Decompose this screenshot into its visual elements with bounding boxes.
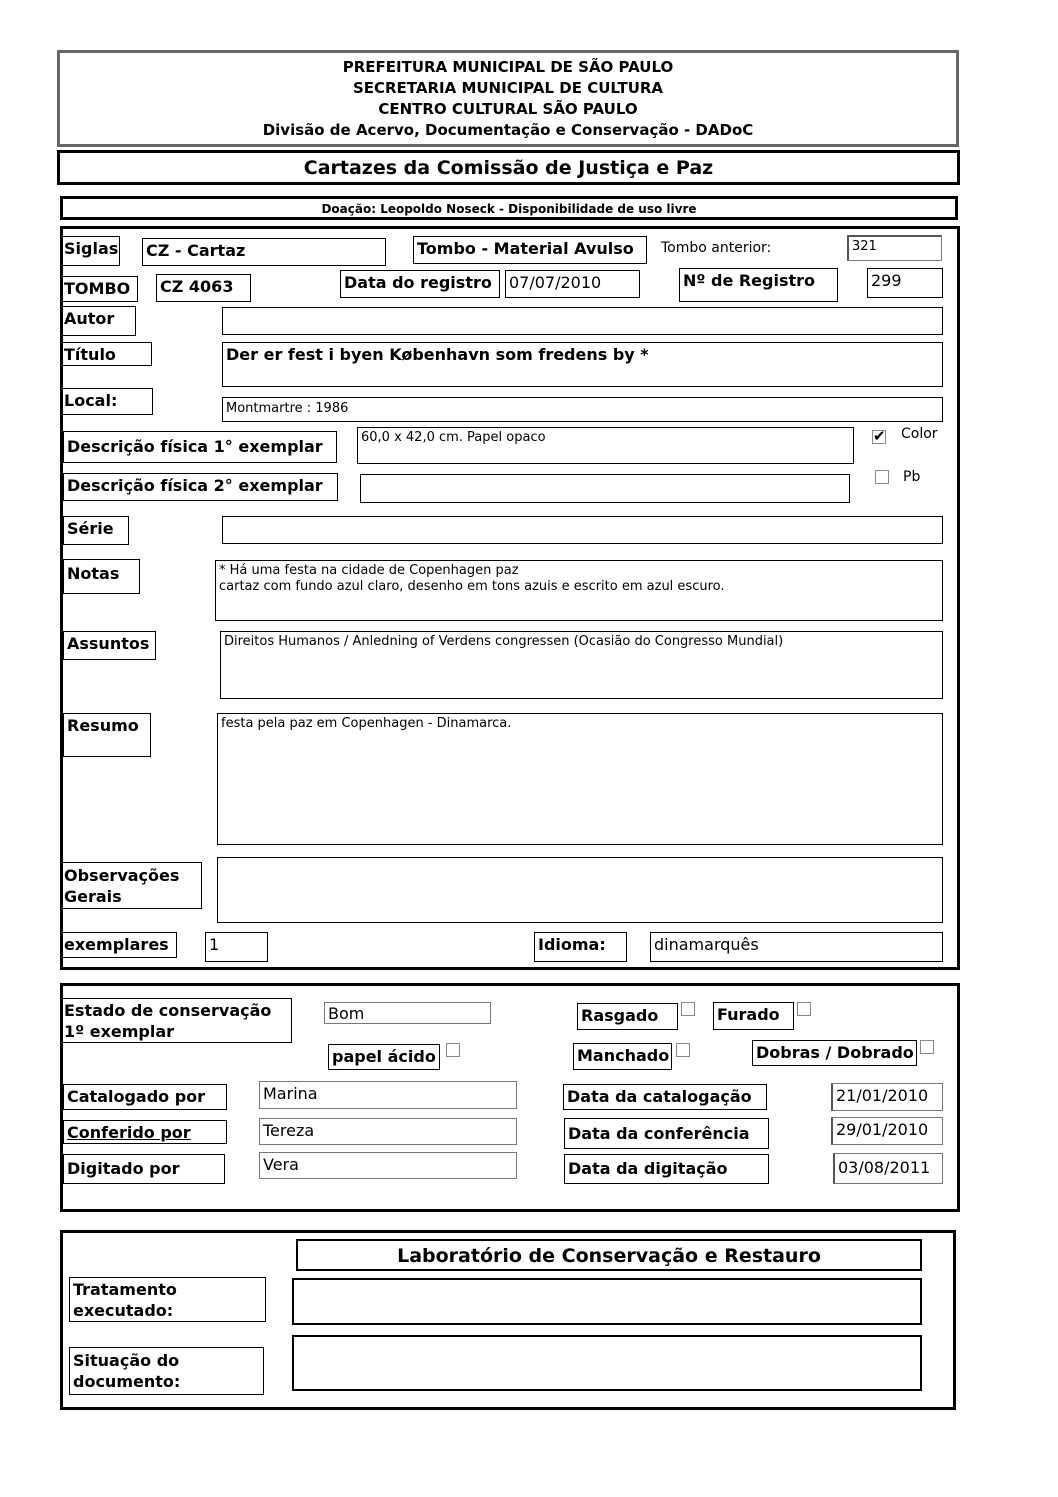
color-checkbox[interactable] <box>872 430 886 444</box>
data-conferencia-label: Data da conferência <box>564 1118 769 1149</box>
catalogado-label: Catalogado por <box>63 1084 227 1110</box>
exemplares-field[interactable]: 1 <box>205 932 268 962</box>
color-label: Color <box>901 426 938 442</box>
header-line-4: Divisão de Acervo, Documentação e Conservação - DADoC <box>262 121 754 139</box>
papel-acido-label: papel ácido <box>328 1044 440 1070</box>
conferido-field[interactable]: Tereza <box>259 1118 517 1145</box>
catalogado-field[interactable]: Marina <box>259 1081 517 1109</box>
dobras-label: Dobras / Dobrado <box>752 1040 917 1066</box>
autor-field[interactable] <box>222 307 943 335</box>
data-catalogacao-field[interactable]: 21/01/2010 <box>831 1083 943 1111</box>
notas-field[interactable] <box>215 560 943 621</box>
tombo-material-label: Tombo - Material Avulso <box>413 236 647 264</box>
tombo-anterior-field[interactable]: 321 <box>847 235 942 261</box>
pb-label: Pb <box>903 469 921 485</box>
manchado-label: Manchado <box>573 1043 672 1070</box>
institution-header <box>57 50 959 147</box>
situacao-label: Situação do documento: <box>69 1347 264 1395</box>
obs-label: Observações Gerais <box>60 862 202 909</box>
local-label: Local: <box>60 388 153 415</box>
tombo-field[interactable]: CZ 4063 <box>156 274 251 302</box>
titulo-field[interactable]: Der er fest i byen København som fredens by * <box>222 342 943 387</box>
collection-title: Cartazes da Comissão de Justiça e Paz <box>303 157 714 179</box>
data-digitacao-label: Data da digitação <box>564 1154 769 1184</box>
data-catalogacao-label: Data da catalogação <box>563 1084 767 1110</box>
exemplares-label: exemplares <box>60 932 177 958</box>
collection-title-box <box>57 150 960 185</box>
data-registro-field[interactable]: 07/07/2010 <box>505 270 640 298</box>
tratamento-field[interactable] <box>292 1278 922 1325</box>
num-registro-field[interactable]: 299 <box>867 268 943 298</box>
furado-checkbox[interactable] <box>797 1002 811 1016</box>
lab-title: Laboratório de Conservação e Restauro <box>397 1245 821 1267</box>
header-line-2: SECRETARIA MUNICIPAL DE CULTURA <box>352 79 664 97</box>
donation-box <box>60 196 958 220</box>
manchado-checkbox[interactable] <box>676 1043 690 1057</box>
rasgado-checkbox[interactable] <box>681 1002 695 1016</box>
idioma-field[interactable]: dinamarquês <box>650 932 943 962</box>
tombo-label: TOMBO <box>60 276 138 302</box>
idioma-label: Idioma: <box>534 932 627 962</box>
num-registro-label: Nº de Registro <box>679 268 838 302</box>
furado-label: Furado <box>713 1002 794 1030</box>
tratamento-label: Tratamento executado: <box>69 1277 266 1322</box>
data-registro-label: Data do registro <box>340 270 500 298</box>
resumo-label: Resumo <box>63 713 151 757</box>
siglas-label: Siglas <box>60 236 120 266</box>
digitado-label: Digitado por <box>63 1154 225 1184</box>
papel-acido-checkbox[interactable] <box>446 1043 460 1057</box>
header-line-3: CENTRO CULTURAL SÃO PAULO <box>378 100 638 118</box>
notas-line-2: cartaz com fundo azul claro, desenho em tons azuis e escrito em azul escuro. <box>219 579 725 594</box>
digitado-field[interactable]: Vera <box>259 1152 517 1179</box>
tombo-anterior-label: Tombo anterior: <box>661 240 772 256</box>
titulo-label: Título <box>60 342 152 366</box>
resumo-field[interactable]: festa pela paz em Copenhagen - Dinamarca. <box>217 713 943 845</box>
pb-checkbox[interactable] <box>875 470 889 484</box>
situacao-field[interactable] <box>292 1335 922 1391</box>
conferido-label: Conferido por <box>63 1120 227 1144</box>
notas-label: Notas <box>63 559 140 594</box>
data-digitacao-field[interactable]: 03/08/2011 <box>833 1153 943 1184</box>
autor-label: Autor <box>60 306 136 336</box>
data-conferencia-field[interactable]: 29/01/2010 <box>831 1117 943 1145</box>
estado-field[interactable]: Bom <box>324 1002 491 1024</box>
siglas-field[interactable]: CZ - Cartaz <box>142 238 386 266</box>
serie-field[interactable] <box>222 516 943 544</box>
lab-title-box <box>296 1239 922 1271</box>
serie-label: Série <box>63 516 129 545</box>
local-field[interactable]: Montmartre : 1986 <box>222 397 943 422</box>
assuntos-field[interactable]: Direitos Humanos / Anledning of Verdens congressen (Ocasião do Congresso Mundial) <box>220 631 943 699</box>
desc1-field[interactable]: 60,0 x 42,0 cm. Papel opaco <box>357 427 854 464</box>
desc2-label: Descrição física 2° exemplar <box>63 473 338 501</box>
desc1-label: Descrição física 1° exemplar <box>63 431 337 463</box>
notas-line-1: * Há uma festa na cidade de Copenhagen paz <box>219 563 519 578</box>
assuntos-label: Assuntos <box>63 631 156 660</box>
dobras-checkbox[interactable] <box>920 1040 934 1054</box>
obs-field[interactable] <box>217 857 943 923</box>
rasgado-label: Rasgado <box>577 1003 678 1030</box>
desc2-field[interactable] <box>360 474 850 503</box>
estado-label: Estado de conservação 1º exemplar <box>60 998 292 1043</box>
donation-text: Doação: Leopoldo Noseck - Disponibilidade de uso livre <box>321 202 697 216</box>
header-line-1: PREFEITURA MUNICIPAL DE SÃO PAULO <box>342 58 674 76</box>
